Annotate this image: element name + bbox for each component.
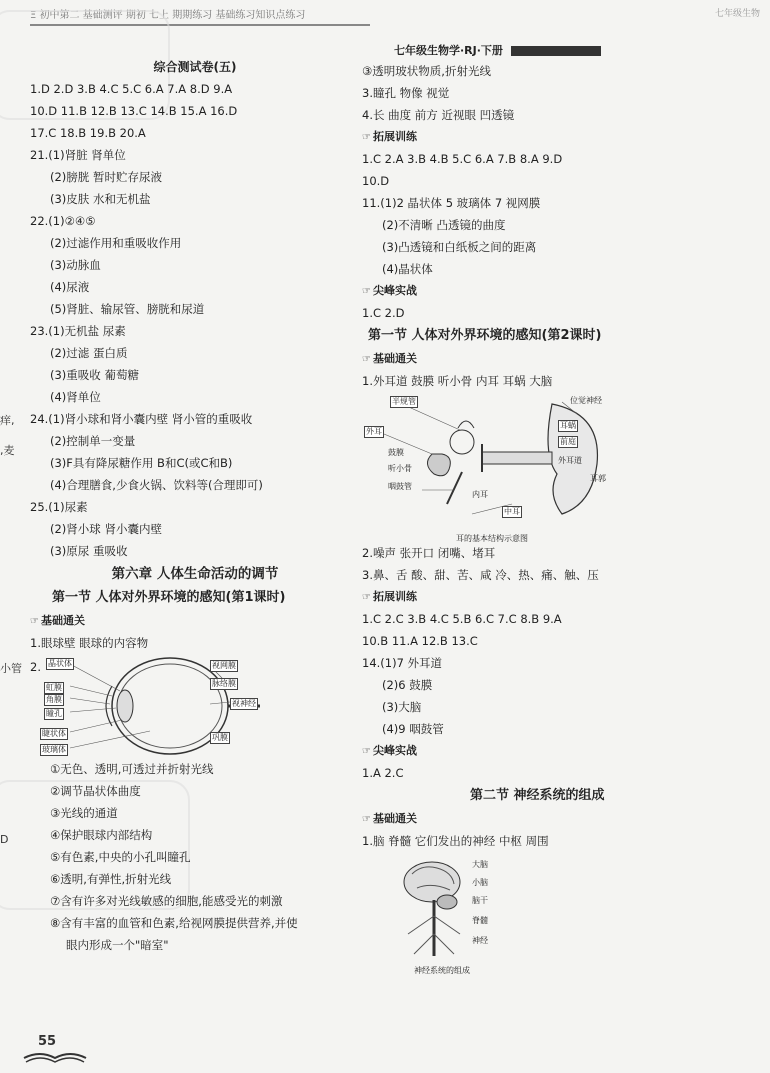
answer-line: 23.(1)无机盐 尿素	[30, 324, 126, 338]
nerve-label: 脊髓	[472, 916, 488, 925]
answer-line: (3)凸透镜和白纸板之间的距离	[382, 240, 537, 254]
chapter-heading: 第六章 人体生命活动的调节	[111, 566, 279, 582]
section-heading: 第一节 人体对外界环境的感知(第2课时)	[368, 328, 602, 343]
ear-label: 中耳	[504, 507, 520, 516]
test-title: 综合测试卷(五)	[153, 60, 237, 74]
answer-line: (3)动脉血	[50, 258, 101, 272]
eye-label: 视神经	[232, 699, 256, 708]
eye-label: 视网膜	[212, 661, 236, 670]
left-column	[30, 56, 360, 956]
ear-label: 听小骨	[388, 464, 412, 473]
nerve-label: 小脑	[472, 878, 488, 887]
answer-line: ⑦含有许多对光线敏感的细胞,能感受光的刺激	[50, 894, 283, 908]
ear-label: 鼓膜	[388, 448, 404, 457]
answer-line: ②调节晶状体曲度	[50, 784, 141, 798]
ear-label: 耳蜗	[560, 421, 576, 430]
ear-label: 外耳道	[558, 456, 582, 465]
answer-line: (4)9 咽鼓管	[382, 722, 444, 736]
page-number-badge	[20, 1028, 90, 1064]
answer-line: (3)F具有降尿糖作用 B和C(或C和B)	[50, 456, 233, 470]
answer-line: 3.鼻、舌 酸、甜、苦、咸 冷、热、痛、触、压	[362, 568, 599, 582]
eye-label: 巩膜	[212, 733, 228, 742]
answer-line: 1.C 2.D	[362, 306, 405, 320]
answer-line: 1.C 2.A 3.B 4.B 5.C 6.A 7.B 8.A 9.D	[362, 152, 563, 166]
answer-line: 1.外耳道 鼓膜 听小骨 内耳 耳蜗 大脑	[362, 374, 553, 388]
answer-line: (2)过滤作用和重吸收作用	[50, 236, 182, 250]
subsection-basic: ☞ 基础通关	[362, 348, 757, 370]
header-right: 七年级生物	[714, 9, 760, 19]
answer-line: 11.(1)2 晶状体 5 玻璃体 7 视网膜	[362, 196, 541, 210]
eye-label: 晶状体	[48, 659, 72, 668]
ear-label: 位觉神经	[570, 396, 602, 405]
answer-line: (2)过滤 蛋白质	[50, 346, 128, 360]
answer-line: (4)肾单位	[50, 390, 101, 404]
book-title: 七年级生物学·RJ·下册	[394, 44, 503, 57]
header-left: Ξ 初中第二 基础测评 期初 七上 期期练习 基础练习知识点练习	[30, 10, 306, 21]
answer-line: 14.(1)7 外耳道	[362, 656, 443, 670]
ear-caption: 耳的基本结构示意图	[456, 534, 528, 543]
answer-line: ⑥透明,有弹性,折射光线	[50, 872, 172, 886]
eye-label: 睫状体	[42, 729, 66, 738]
nerve-label: 大脑	[472, 860, 488, 869]
answer-line: (3)大脑	[382, 700, 422, 714]
subsection-basic: ☞ 基础通关	[30, 610, 360, 632]
answer-line: 1.眼球壁 眼球的内容物	[30, 636, 149, 650]
ear-label: 前庭	[560, 437, 576, 446]
answer-line: ④保护眼球内部结构	[50, 828, 153, 842]
answer-line: (2)肾小球 肾小囊内壁	[50, 522, 162, 536]
subsection-extension: ☞ 拓展训练	[362, 126, 757, 148]
eye-label: 角膜	[46, 695, 62, 704]
answer-line: 3.瞳孔 物像 视觉	[362, 86, 450, 100]
nerve-label: 神经	[472, 936, 488, 945]
edge-fragment: 痒,	[0, 414, 15, 427]
answer-line: (2)膀胱 暂时贮存尿液	[50, 170, 162, 184]
eye-label: 脉络膜	[212, 679, 236, 688]
nervous-system-diagram	[362, 854, 562, 974]
answer-line: 10.B 11.A 12.B 13.C	[362, 634, 478, 648]
answer-line: (3)皮肤 水和无机盐	[50, 192, 151, 206]
ear-label: 咽鼓管	[388, 482, 412, 491]
ear-diagram	[362, 394, 622, 543]
answer-line: 10.D 11.B 12.B 13.C 14.B 15.A 16.D	[30, 104, 238, 118]
answer-line: ①无色、透明,可透过并折射光线	[50, 762, 214, 776]
answer-line: 1.A 2.C	[362, 766, 404, 780]
answer-line: ⑧含有丰富的血管和色素,给视网膜提供营养,并使	[50, 916, 298, 930]
answer-line: 24.(1)肾小球和肾小囊内壁 肾小管的重吸收	[30, 412, 253, 426]
answer-line: (2)不清晰 凸透镜的曲度	[382, 218, 506, 232]
answer-line: 17.C 18.B 19.B 20.A	[30, 126, 146, 140]
subsection-basic: ☞ 基础通关	[362, 808, 757, 830]
answer-line: (3)重吸收 葡萄糖	[50, 368, 139, 382]
subsection-extension: ☞ 拓展训练	[362, 586, 757, 608]
answer-line: (2)6 鼓膜	[382, 678, 433, 692]
edge-fragment: D	[0, 833, 9, 846]
answer-line: 10.D	[362, 174, 390, 188]
answer-line: ③光线的通道	[50, 806, 118, 820]
nervous-system-svg	[362, 854, 522, 960]
page-number: 55	[38, 1034, 57, 1049]
ear-label: 外耳	[366, 427, 382, 436]
nerve-caption: 神经系统的组成	[414, 966, 470, 975]
eye-label: 玻璃体	[42, 745, 66, 754]
ear-label: 内耳	[472, 490, 488, 499]
answer-line: 4.长 曲度 前方 近视眼 凹透镜	[362, 108, 515, 122]
subsection-peak: ☞ 尖峰实战	[362, 740, 757, 762]
answer-line: (4)尿液	[50, 280, 90, 294]
ear-diagram-svg	[362, 394, 622, 528]
answer-line: 1.C 2.C 3.B 4.C 5.B 6.C 7.C 8.B 9.A	[362, 612, 562, 626]
eye-diagram	[30, 656, 360, 756]
section-heading: 第二节 神经系统的组成	[470, 788, 605, 803]
answer-line: 22.(1)②④⑤	[30, 214, 96, 228]
answer-line: 眼内形成一个"暗室"	[66, 938, 169, 952]
answer-line: 1.D 2.D 3.B 4.C 5.C 6.A 7.A 8.D 9.A	[30, 82, 233, 96]
book-title-banner	[394, 42, 654, 56]
answer-line: 2.噪声 张开口 闭嘴、堵耳	[362, 546, 496, 560]
answer-line: (5)肾脏、输尿管、膀胱和尿道	[50, 302, 205, 316]
answer-line: ⑤有色素,中央的小孔叫瞳孔	[50, 850, 191, 864]
ear-label: 半规管	[392, 397, 416, 406]
answer-line: 21.(1)肾脏 肾单位	[30, 148, 126, 162]
answer-line: 25.(1)尿素	[30, 500, 88, 514]
subsection-peak: ☞ 尖峰实战	[362, 280, 757, 302]
answer-number: 2.	[30, 660, 41, 674]
ear-label: 耳郭	[590, 474, 606, 483]
book-title-bar	[511, 46, 601, 56]
answer-line: (2)控制单一变量	[50, 434, 136, 448]
answer-line: ③透明玻状物质,折射光线	[362, 64, 491, 78]
answer-line: 1.脑 脊髓 它们发出的神经 中枢 周围	[362, 834, 549, 848]
answer-line: (4)晶状体	[382, 262, 433, 276]
nerve-label: 脑干	[472, 896, 488, 905]
eye-label: 瞳孔	[46, 709, 62, 718]
edge-fragment: 小管	[0, 662, 22, 675]
section-heading: 第一节 人体对外界环境的感知(第1课时)	[52, 590, 286, 605]
answer-line: (3)原尿 重吸收	[50, 544, 128, 558]
eye-label: 虹膜	[46, 683, 62, 692]
edge-fragment: ,麦	[0, 444, 15, 457]
answer-line: (4)合理膳食,少食火锅、饮料等(合理即可)	[50, 478, 263, 492]
right-column	[362, 60, 757, 976]
